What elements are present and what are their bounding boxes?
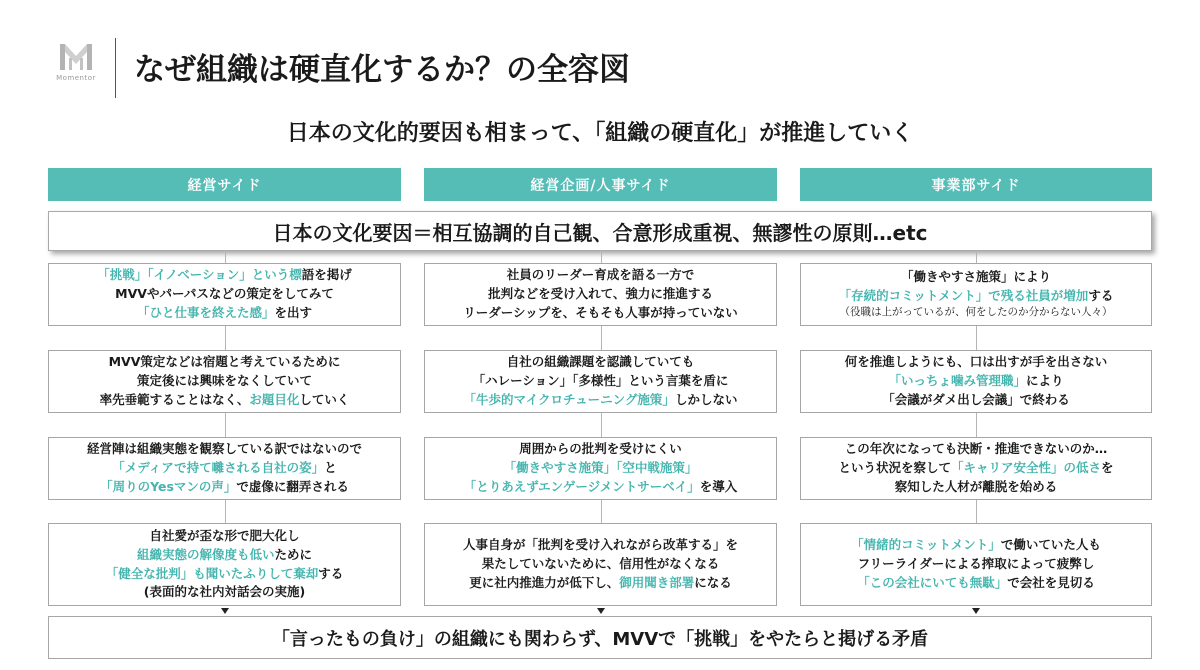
highlighted-text: 御用聞き部署 [619, 574, 695, 590]
highlighted-text: 「働きやすさ施策」「空中戦施策」 [503, 460, 698, 476]
box-text-line [137, 546, 312, 565]
box-text-line [858, 555, 1095, 574]
text-segment: という状況を察して [838, 460, 951, 476]
text-segment: で虚像に翻弄される [236, 478, 349, 494]
flow-box-planning-hr-1 [424, 263, 777, 326]
text-segment: しかしない [674, 391, 738, 407]
box-text-line [507, 266, 695, 285]
flow-box-planning-hr-3 [424, 437, 777, 500]
box-text-line [473, 372, 729, 391]
box-text-line [463, 304, 738, 323]
connector-line [976, 326, 977, 350]
box-text-line [888, 372, 1063, 391]
box-text-line [845, 440, 1108, 459]
text-segment: を導入 [699, 478, 738, 494]
box-text-line [112, 459, 336, 478]
highlighted-text: お題目化 [249, 391, 300, 407]
title-divider [115, 38, 116, 98]
connector-line [601, 500, 602, 523]
highlighted-text: 「とりあえずエンゲージメントサーベイ」 [463, 478, 700, 494]
box-text-line [87, 440, 362, 459]
box-text-line [895, 478, 1058, 497]
highlighted-text: 「この会社にいても無駄」 [857, 574, 1008, 590]
box-text-line [137, 304, 312, 323]
text-segment: 率先垂範することはなく、 [99, 391, 250, 407]
text-segment: 果たしていないために、信用性がなくなる [481, 556, 720, 572]
flow-box-management-2 [48, 350, 401, 413]
box-text-line [901, 268, 1051, 287]
highlighted-text: 「キャリア安全性」の低さ [950, 460, 1101, 476]
connector-line [976, 500, 977, 523]
text-segment: になる [694, 574, 732, 590]
connector-line [225, 500, 226, 523]
flow-box-management-4 [48, 523, 401, 606]
box-text-line [482, 555, 720, 574]
text-segment: で会社を見切る [1007, 574, 1095, 590]
box-text-line [857, 574, 1095, 593]
highlighted-text: 「挑戦」「イノベーション」という標 [97, 267, 302, 283]
text-segment: 語を掲げ [301, 267, 352, 283]
box-text-line [840, 305, 1113, 321]
connector-line [601, 326, 602, 350]
flow-box-business-unit-2 [800, 350, 1152, 413]
momentor-logo [54, 42, 98, 82]
connector-line [601, 251, 602, 263]
flow-box-management-3 [48, 437, 401, 500]
flow-box-planning-hr-2 [424, 350, 777, 413]
text-segment: フリーライダーによる搾取によって疲弊し [857, 556, 1095, 572]
highlighted-text: 「情緒的コミットメント」 [851, 537, 1001, 553]
box-text-line [838, 459, 1113, 478]
highlighted-text: 「健全な批判」も聞いたふりして棄却 [105, 565, 319, 581]
down-arrow-icon [221, 608, 229, 614]
connector-line [601, 413, 602, 437]
down-arrow-icon [597, 608, 605, 614]
connector-line [225, 413, 226, 437]
text-segment: する [1088, 287, 1114, 303]
text-segment: 「会議がダメ出し会議」で終わる [882, 391, 1070, 407]
text-segment: で働いていた人も [1000, 537, 1101, 553]
highlighted-text: 「牛歩的マイクロチューニング施策」 [463, 391, 675, 407]
connector-line [976, 251, 977, 263]
text-segment: 策定後には興味をなくしていて [136, 373, 312, 389]
box-text-line [100, 478, 349, 497]
highlighted-text: 「ひと仕事を終えた感」 [136, 304, 275, 320]
text-segment: 批判などを受け入れて、強力に推進する [488, 286, 713, 302]
text-segment: 自社の組織課題を認識していても [506, 354, 695, 370]
text-segment: 自社愛が歪な形で肥大化し [149, 528, 300, 543]
box-text-line [97, 266, 352, 285]
box-text-line [488, 285, 713, 304]
text-segment: （役職は上がっているが、何をしたのか分からない人々） [839, 306, 1113, 319]
highlighted-text: 「存続的コミットメント」で残る社員が増加 [838, 287, 1089, 303]
box-text-line [149, 527, 299, 546]
text-segment: 「ハレーション」「多様性」という言葉を盾に [472, 373, 729, 389]
connector-line [976, 413, 977, 437]
culture-factors-banner: 日本の文化要因＝相互協調的自己観、合意形成重視、無謬性の原則…etc [48, 211, 1152, 251]
text-segment: 察知した人材が離脱を始める [894, 478, 1058, 494]
box-text-line [851, 536, 1101, 555]
column-header-business-unit: 事業部サイド [800, 168, 1152, 201]
text-segment: を出す [274, 304, 313, 320]
logo-text: Momentor [56, 74, 96, 82]
box-text-line [839, 287, 1114, 306]
connector-line [225, 326, 226, 350]
highlighted-text: 「いっちょ噛み管理職」 [888, 373, 1026, 389]
page-subtitle: 日本の文化的要因も相まって、「組織の硬直化」が推進していく [286, 121, 914, 146]
text-segment: (表面的な社内対話会の実施) [143, 584, 306, 600]
page-title: なぜ組織は硬直化するか？の全容図 [134, 52, 630, 88]
box-text-line [100, 391, 350, 410]
text-segment: する [318, 565, 344, 581]
text-segment: 周囲からの批判を受けにくい [519, 441, 682, 457]
text-segment: 何を推進しようにも、口は出すが手を出さない [844, 354, 1108, 370]
text-segment: 更に社内推進力が低下し、 [469, 574, 620, 590]
box-text-line [464, 391, 738, 410]
flow-box-business-unit-1 [800, 263, 1152, 326]
text-segment: MVVやパーパスなどの策定をしてみて [115, 286, 334, 302]
text-segment: 人事自身が「批判を受け入れながら改革する」を [462, 537, 738, 553]
text-segment: 「働きやすさ施策」により [900, 268, 1051, 284]
flow-box-business-unit-4 [800, 523, 1152, 606]
box-text-line [463, 536, 738, 555]
flow-box-business-unit-3 [800, 437, 1152, 500]
box-text-line [115, 285, 334, 304]
text-segment: MVV策定などは宿題と考えているために [108, 354, 341, 370]
box-text-line [519, 440, 682, 459]
connector-line [225, 251, 226, 263]
box-text-line [144, 583, 305, 602]
box-text-line [109, 353, 341, 372]
column-header-management: 経営サイド [48, 168, 401, 201]
box-text-line [845, 353, 1108, 372]
box-text-line [882, 391, 1070, 410]
text-segment: していく [299, 391, 350, 407]
box-text-line [507, 353, 695, 372]
box-text-line [137, 372, 312, 391]
flow-box-planning-hr-4 [424, 523, 777, 606]
highlighted-text: 「メディアで持て囃される自社の姿」 [112, 460, 325, 476]
text-segment: この年次になっても決断・推進できないのか… [844, 441, 1108, 457]
text-segment: リーダーシップを、そもそも人事が持っていない [463, 304, 738, 320]
text-segment: 経営陣は組織実態を観察している訳ではないので [86, 441, 362, 457]
text-segment: ために [274, 546, 313, 562]
down-arrow-icon [972, 608, 980, 614]
text-segment: を [1101, 460, 1114, 476]
box-text-line [504, 459, 698, 478]
column-header-planning-hr: 経営企画/人事サイド [424, 168, 777, 201]
box-text-line [469, 574, 732, 593]
highlighted-text: 「周りのYesマンの声」 [100, 478, 237, 494]
text-segment: により [1026, 373, 1064, 389]
text-segment: と [324, 460, 337, 476]
text-segment: 社員のリーダー育成を語る一方で [506, 267, 695, 283]
momentor-logo-icon [58, 42, 94, 72]
flow-box-management-1 [48, 263, 401, 326]
conclusion-box: 「言ったもの負け」の組織にも関わらず、MVVで「挑戦」をやたらと掲げる矛盾 [48, 616, 1152, 659]
highlighted-text: 組織実態の解像度も低い [136, 546, 275, 562]
box-text-line [464, 478, 738, 497]
box-text-line [106, 565, 344, 584]
